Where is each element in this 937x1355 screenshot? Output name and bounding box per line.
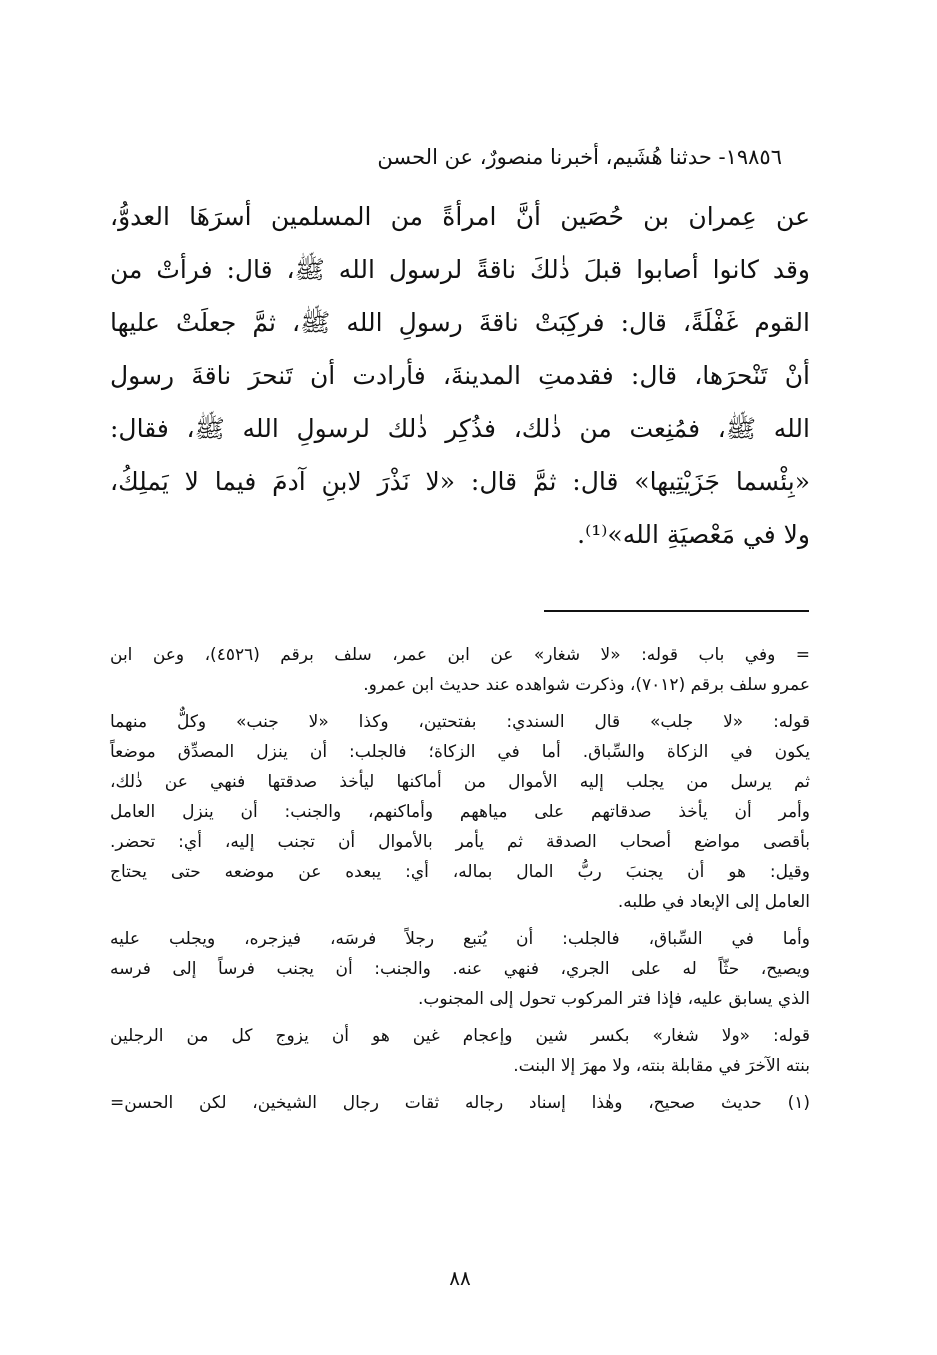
footnote-line: وأما في السِّباق، فالجلب: أن يُتبع رجلاً فرسَه، فيزجره، ويجلب عليه — [110, 929, 810, 949]
footnote-line: وقيل: هو أن يجنبَ ربُّ المال بماله، أي: يبعده عن موضعه حتى يحتاج — [110, 862, 810, 882]
footnote-line: الذي يسابق عليه، فإذا فتر المركوب تحول إلى المجنوب. — [417, 989, 810, 1009]
footnote-line: وأمر أن يأخذ صدقاتهم على مياههم وأماكنهم، والجنب: أن ينزل العامل — [110, 802, 810, 822]
hadith-line: القوم غَفْلَةً، قال: فركِبَتْ ناقةَ رسولِ الله ﷺ، ثمَّ جعلَتْ عليها — [110, 308, 810, 337]
hadith-text — [110, 190, 810, 561]
hadith-line: وقد كانوا أصابوا قبلَ ذٰلكَ ناقةً لرسول الله ﷺ، قال: فرأتْ من — [110, 255, 810, 284]
hadith-line: أنْ تَنْحرَها، قال: فقدمتِ المدينةَ، فأرادت أن تَنحرَ ناقةَ رسول — [110, 361, 810, 390]
footnote-line: قوله: «ولا شغار» بكسر شين وإعجام غين هو أن يزوج كل من الرجلين — [110, 1026, 810, 1046]
footnote-line: = وفي باب قوله: «لا شغار» عن ابن عمر، سلف برقم (٤٥٢٦)، وعن ابن — [110, 645, 810, 665]
hadith-line: «بِئْسما جَزَيْتِيها» قال: ثمَّ قال: «لا نَذْرَ لابنِ آدمَ فيما لا يَملِكُ، — [110, 467, 810, 496]
footnote-line: عمرو سلف برقم (٧٠١٢)، وذكرت شواهده عند حديث ابن عمرو. — [363, 675, 810, 695]
footnote-line: يكون في الزكاة والسِّباق. أما في الزكاة؛ فالجلب: أن ينزل المصدِّق موضعاً — [110, 742, 810, 762]
footnotes — [110, 640, 810, 1118]
footnote-line: العامل إلى الإبعاد في طلبه. — [617, 892, 810, 912]
footnote-line: قوله: «لا جلب» قال السندي: بفتحتين، وكذا «لا جنب» وكلٌّ منهما — [110, 712, 810, 732]
page-number: ٨٨ — [449, 1266, 471, 1290]
footnote-separator — [544, 610, 809, 612]
hadith-line: عن عِمران بن حُصَين أنَّ امرأةً من المسلمين أسرَهَا العدوُّ، — [110, 202, 810, 231]
footnote-line: ويصيح، حثّاً له على الجري، فنهي عنه. والجنب: أن يجنب فرساً إلى فرسه — [110, 959, 810, 979]
footnote-line: بأقصى مواضع أصحاب الصدقة ثم يأمر بالأموال أن تجنب إليه، أي: تحضر. — [110, 832, 810, 852]
hadith-line: ولا في مَعْصيَةِ الله»⁽¹⁾. — [577, 520, 810, 549]
hadith-line: الله ﷺ، فمُنِعت من ذٰلك، فذُكِر ذٰلك لرسولِ الله ﷺ، فقال: — [110, 414, 810, 443]
footnote-line: ثم يرسل من يجلب إليه الأموال من أماكنها ليأخذ صدقتها فنهي عن ذٰلك، — [110, 772, 810, 792]
footnote-line: بنته الآخرَ في مقابلة بنته، ولا مهرَ إلا البنت. — [513, 1056, 810, 1076]
footnote-line: (١) حديث صحيح، وهٰذا إسناد رجاله ثقات رجال الشيخين، لكن الحسن= — [110, 1093, 810, 1113]
hadith-number-line: ١٩٨٥٦- حدثنا هُشَيم، أخبرنا منصورٌ، عن الحسن — [377, 145, 782, 169]
